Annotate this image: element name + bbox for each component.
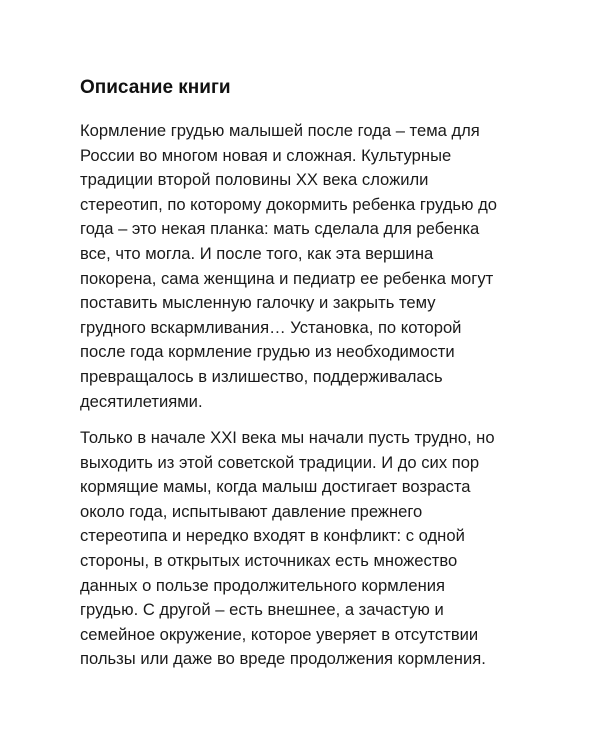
text-line: России во многом новая и сложная. Культурные	[80, 145, 452, 165]
text-line: стереотип, по которому докормить ребенка грудью до	[80, 194, 497, 214]
text-line: Только в начале XXI века мы начали пусть трудно, но	[80, 428, 495, 447]
text-line: Кормление грудью малышей после года – тема для	[80, 121, 480, 140]
text-line: превращалось в излишество, поддерживалась	[80, 366, 443, 386]
text-line: данных о пользе продолжительного кормления	[80, 575, 446, 595]
text-line: выходить из этой советской традиции. И до сих пор	[80, 452, 480, 472]
text-line: традиции второй половины XX века сложили	[80, 170, 429, 190]
text-line: грудью. С другой – есть внешнее, а зачастую и	[80, 600, 444, 620]
text-line: все, что могла. И после того, как эта вершина	[80, 243, 434, 263]
description-paragraph-1	[80, 119, 550, 414]
description-paragraph-2	[80, 426, 550, 672]
section-title: Описание книги	[80, 77, 231, 98]
text-line: года – это некая планка: мать сделала для ребенка	[80, 219, 480, 239]
text-line: семейное окружение, которое уверяет в отсутствии	[80, 624, 479, 644]
text-line: стереотипа и нередко входят в конфликт: с одной	[80, 526, 465, 546]
text-line: поставить мысленную галочку и закрыть тему	[80, 293, 436, 313]
text-line: кормящие мамы, когда малыш достигает возраста	[80, 477, 471, 497]
text-line: после года кормление грудью из необходимости	[80, 342, 455, 362]
text-line: десятилетиями.	[80, 391, 203, 411]
text-line: покорена, сама женщина и педиатр ее ребенка могут	[80, 268, 494, 288]
text-line: стороны, в открытых источниках есть множество	[80, 550, 458, 570]
text-line: пользы или даже во вреде продолжения кормления.	[80, 649, 486, 669]
text-line: около года, испытывают давление прежнего	[80, 501, 423, 521]
text-line: грудного вскармливания… Установка, по которой	[80, 317, 462, 337]
